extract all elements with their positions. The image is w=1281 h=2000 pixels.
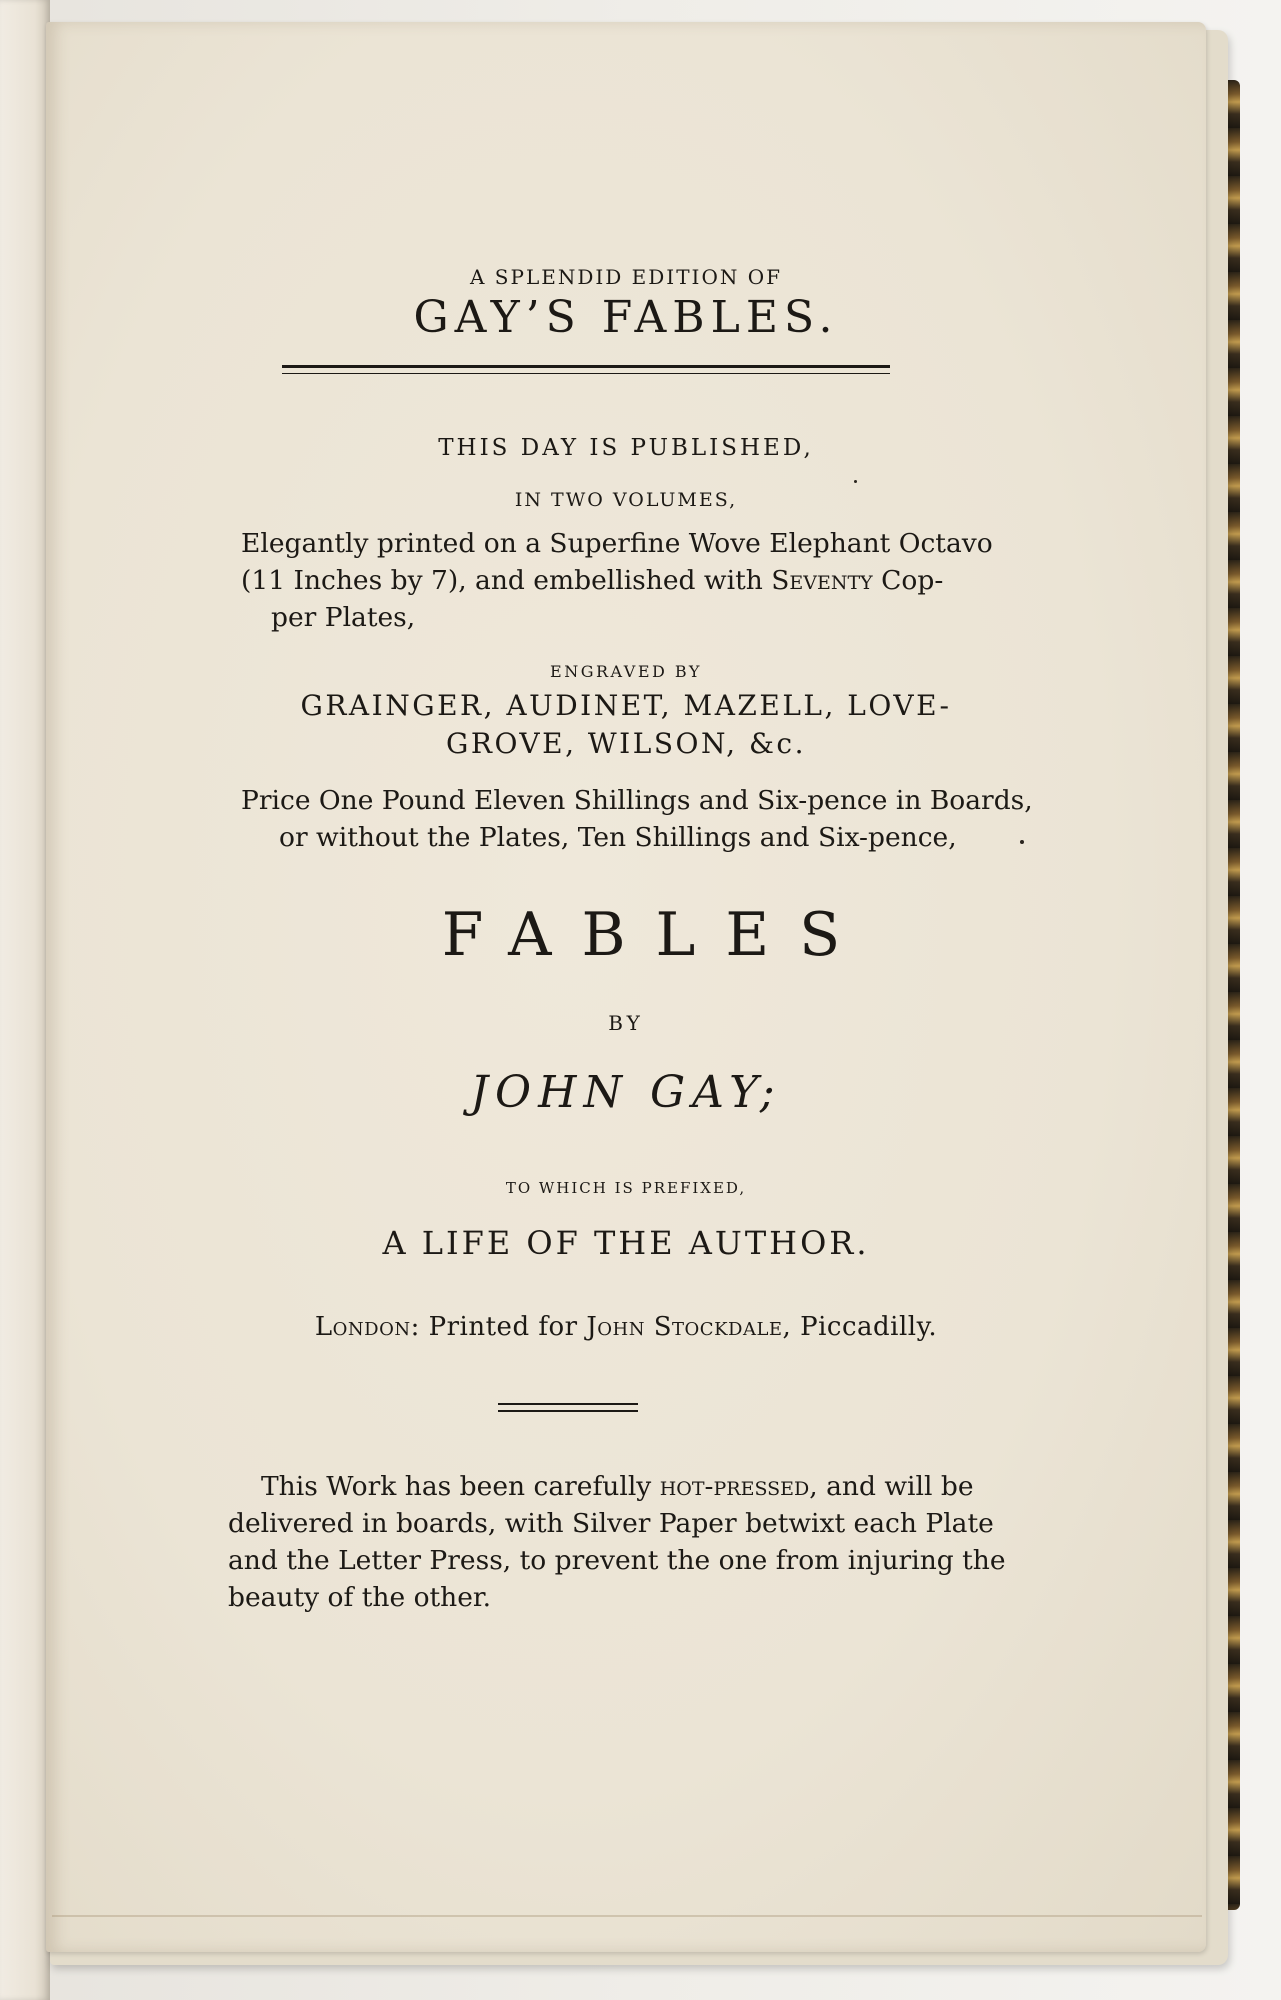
engraved-by-label: ENGRAVED BY <box>550 662 702 681</box>
prefix-label: TO WHICH IS PREFIXED, <box>505 1179 747 1197</box>
published-line: THIS DAY IS PUBLISHED, <box>438 435 814 461</box>
engravers-line-2: GROVE, WILSON, &c. <box>446 727 806 760</box>
page-bottom-fold <box>52 1915 1202 1917</box>
note-paragraph <box>228 1468 1006 1616</box>
work-title: FABLES <box>441 900 871 970</box>
left-page-edge <box>0 0 50 2000</box>
header-kicker: A SPLENDID EDITION OF <box>470 265 782 289</box>
note-line-2: delivered in boards, with Silver Paper betwixt each Plate <box>228 1508 994 1539</box>
seventy-word: Seventy <box>771 565 873 596</box>
imprint-printed-for: Printed for <box>428 1312 578 1342</box>
imprint-line <box>46 1312 1206 1342</box>
imprint-city: London: <box>314 1312 420 1342</box>
author-name: JOHN GAY; <box>470 1067 782 1118</box>
imprint-location: Piccadilly. <box>800 1312 938 1342</box>
note-line-1: This Work has been carefully hot-pressed, and will be <box>261 1471 974 1502</box>
engravers-line-1: GRAINGER, AUDINET, MAZELL, LOVE- <box>300 689 952 722</box>
hot-pressed-word: hot-pressed, <box>659 1471 818 1502</box>
by-label: BY <box>608 1011 644 1035</box>
price-line-1: Price One Pound Eleven Shillings and Six-pence in Boards, <box>241 785 1033 816</box>
price-paragraph <box>241 782 1033 856</box>
header-rule-thick <box>282 365 890 368</box>
description-line-3: per Plates, <box>271 602 416 633</box>
header-title: GAY’S FABLES. <box>413 292 839 343</box>
description-paragraph <box>241 525 993 636</box>
paper-speck <box>854 480 857 483</box>
description-line-1: Elegantly printed on a Superfine Wove Elephant Octavo <box>241 528 993 559</box>
divider-rule-bottom <box>498 1410 638 1412</box>
imprint-publisher: John Stockdale, <box>586 1312 792 1342</box>
advertisement-page <box>46 22 1206 1952</box>
divider-rule-top <box>498 1403 638 1405</box>
prefix-title: A LIFE OF THE AUTHOR. <box>382 1224 870 1262</box>
description-line-2: (11 Inches by 7), and embellished with Seventy Cop- <box>241 565 944 596</box>
volumes-line: IN TWO VOLUMES, <box>514 489 738 511</box>
header-rule-thin <box>282 373 890 374</box>
note-line-4: beauty of the other. <box>228 1582 492 1613</box>
note-line-3: and the Letter Press, to prevent the one from injuring the <box>228 1545 1006 1576</box>
paper-speck <box>1020 840 1024 844</box>
price-line-2: or without the Plates, Ten Shillings and Six-pence, <box>279 822 957 853</box>
